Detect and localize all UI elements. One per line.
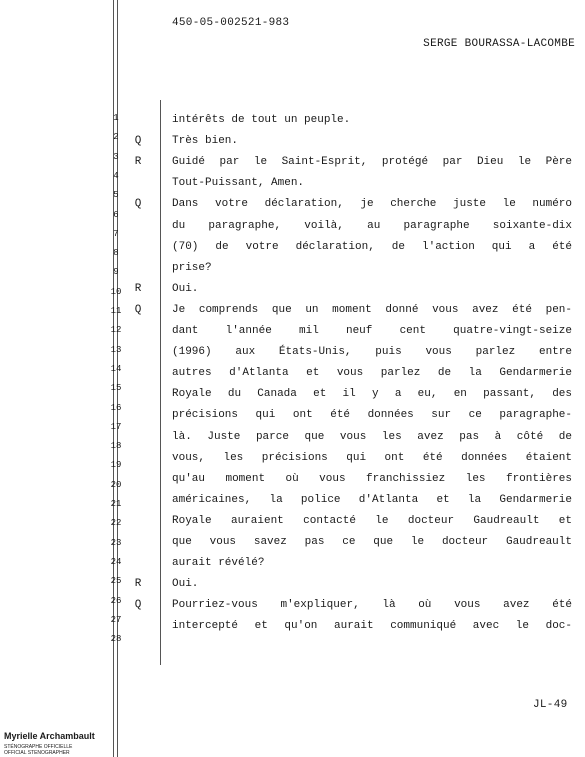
line-number: 6 [113,209,119,220]
line-number: 27 [110,614,122,625]
line-number: 24 [110,556,122,567]
line-number: 1 [113,113,119,123]
stenographer-title-en: OFFICIAL STENOGRAPHER [4,750,70,756]
document-number: 450-05-002521-983 [172,17,290,29]
line-number: 23 [110,537,122,548]
speaker-marker: Q [134,599,142,612]
line-number: 19 [110,460,122,471]
witness-name: SERGE BOURASSA-LACOMBE [423,38,575,50]
transcript-line: là. Juste parce que vous les avez pas à côté de [172,430,572,443]
transcript-line: aurait révélé? [172,557,265,570]
speaker-marker: Q [134,135,142,148]
transcript-line: Oui. [172,578,199,591]
transcript-line: autres d'Atlanta et vous parlez de la Gendarmerie [172,367,572,380]
line-number: 2 [113,132,119,143]
transcript-line: du paragraphe, voilà, au paragraphe soixante-dix [172,219,572,232]
line-number: 3 [113,151,119,162]
transcript-line: Dans votre déclaration, je cherche juste le numéro [172,198,572,211]
transcript-line: Royale du Canada et il y a eu, en passant, des [172,388,572,401]
transcript-line: intercepté et qu'on aurait communiqué avec le doc- [172,620,572,633]
speaker-marker: R [134,156,142,169]
transcript-line: intérêts de tout un peuple. [172,114,351,126]
line-number: 16 [110,402,122,413]
transcript-line: Très bien. [172,135,239,148]
line-number: 20 [110,479,122,490]
transcript-line: (1996) aux États-Unis, puis vous parlez entre [172,346,572,359]
transcript-line: américaines, la police d'Atlanta et la Gendarmerie [172,493,572,506]
line-number: 26 [110,595,122,606]
transcript-line: précisions qui ont été données sur ce paragraphe- [172,409,572,422]
page-reference: JL-49 [533,699,568,711]
line-number: 22 [110,518,122,529]
speaker-marker: R [134,578,142,591]
line-number: 14 [110,363,122,374]
line-number: 12 [110,325,122,336]
line-number: 10 [110,286,122,297]
stenographer-title-fr: STÉNOGRAPHE OFFICIELLE [4,744,73,750]
transcript-line: qu'au moment où vous franchissiez les frontières [172,472,572,485]
transcript-line: que vous savez pas ce que le docteur Gaudreault [172,536,572,548]
line-number: 25 [110,576,122,587]
line-number: 8 [113,248,119,259]
speaker-marker: Q [134,303,142,316]
line-number: 5 [113,190,119,201]
line-number: 9 [113,267,119,278]
transcript-line: Guidé par le Saint-Esprit, protégé par Dieu le Père [172,156,572,169]
line-number: 13 [110,344,122,355]
stenographer-name: Myrielle Archambault [4,731,95,741]
line-number: 21 [110,499,122,509]
transcript-line: vous, les précisions qui ont été données étaient [172,451,572,464]
line-number: 15 [110,383,122,394]
transcript-line: Je comprends que un moment donné vous avez été pen- [172,303,572,316]
transcript-line: Royale auraient contacté le docteur Gaudreault et [172,514,572,527]
line-number: 4 [113,170,119,181]
speaker-marker: R [134,282,142,295]
transcript-line: dant l'année mil neuf cent quatre-vingt-seize [172,325,572,337]
transcript-line: prise? [172,261,212,274]
transcript-line: (70) de votre déclaration, de l'action qui a été [172,240,572,253]
line-number: 17 [110,421,122,432]
margin-rule-right [160,100,161,665]
line-number: 7 [113,228,119,239]
transcript-line: Oui. [172,282,199,295]
line-number: 11 [110,306,122,316]
transcript-line: Pourriez-vous m'expliquer, là où vous avez été [172,599,572,612]
transcript-line: Tout-Puissant, Amen. [172,177,305,190]
line-number: 18 [110,441,122,452]
speaker-marker: Q [134,198,142,211]
line-number: 28 [110,634,122,645]
